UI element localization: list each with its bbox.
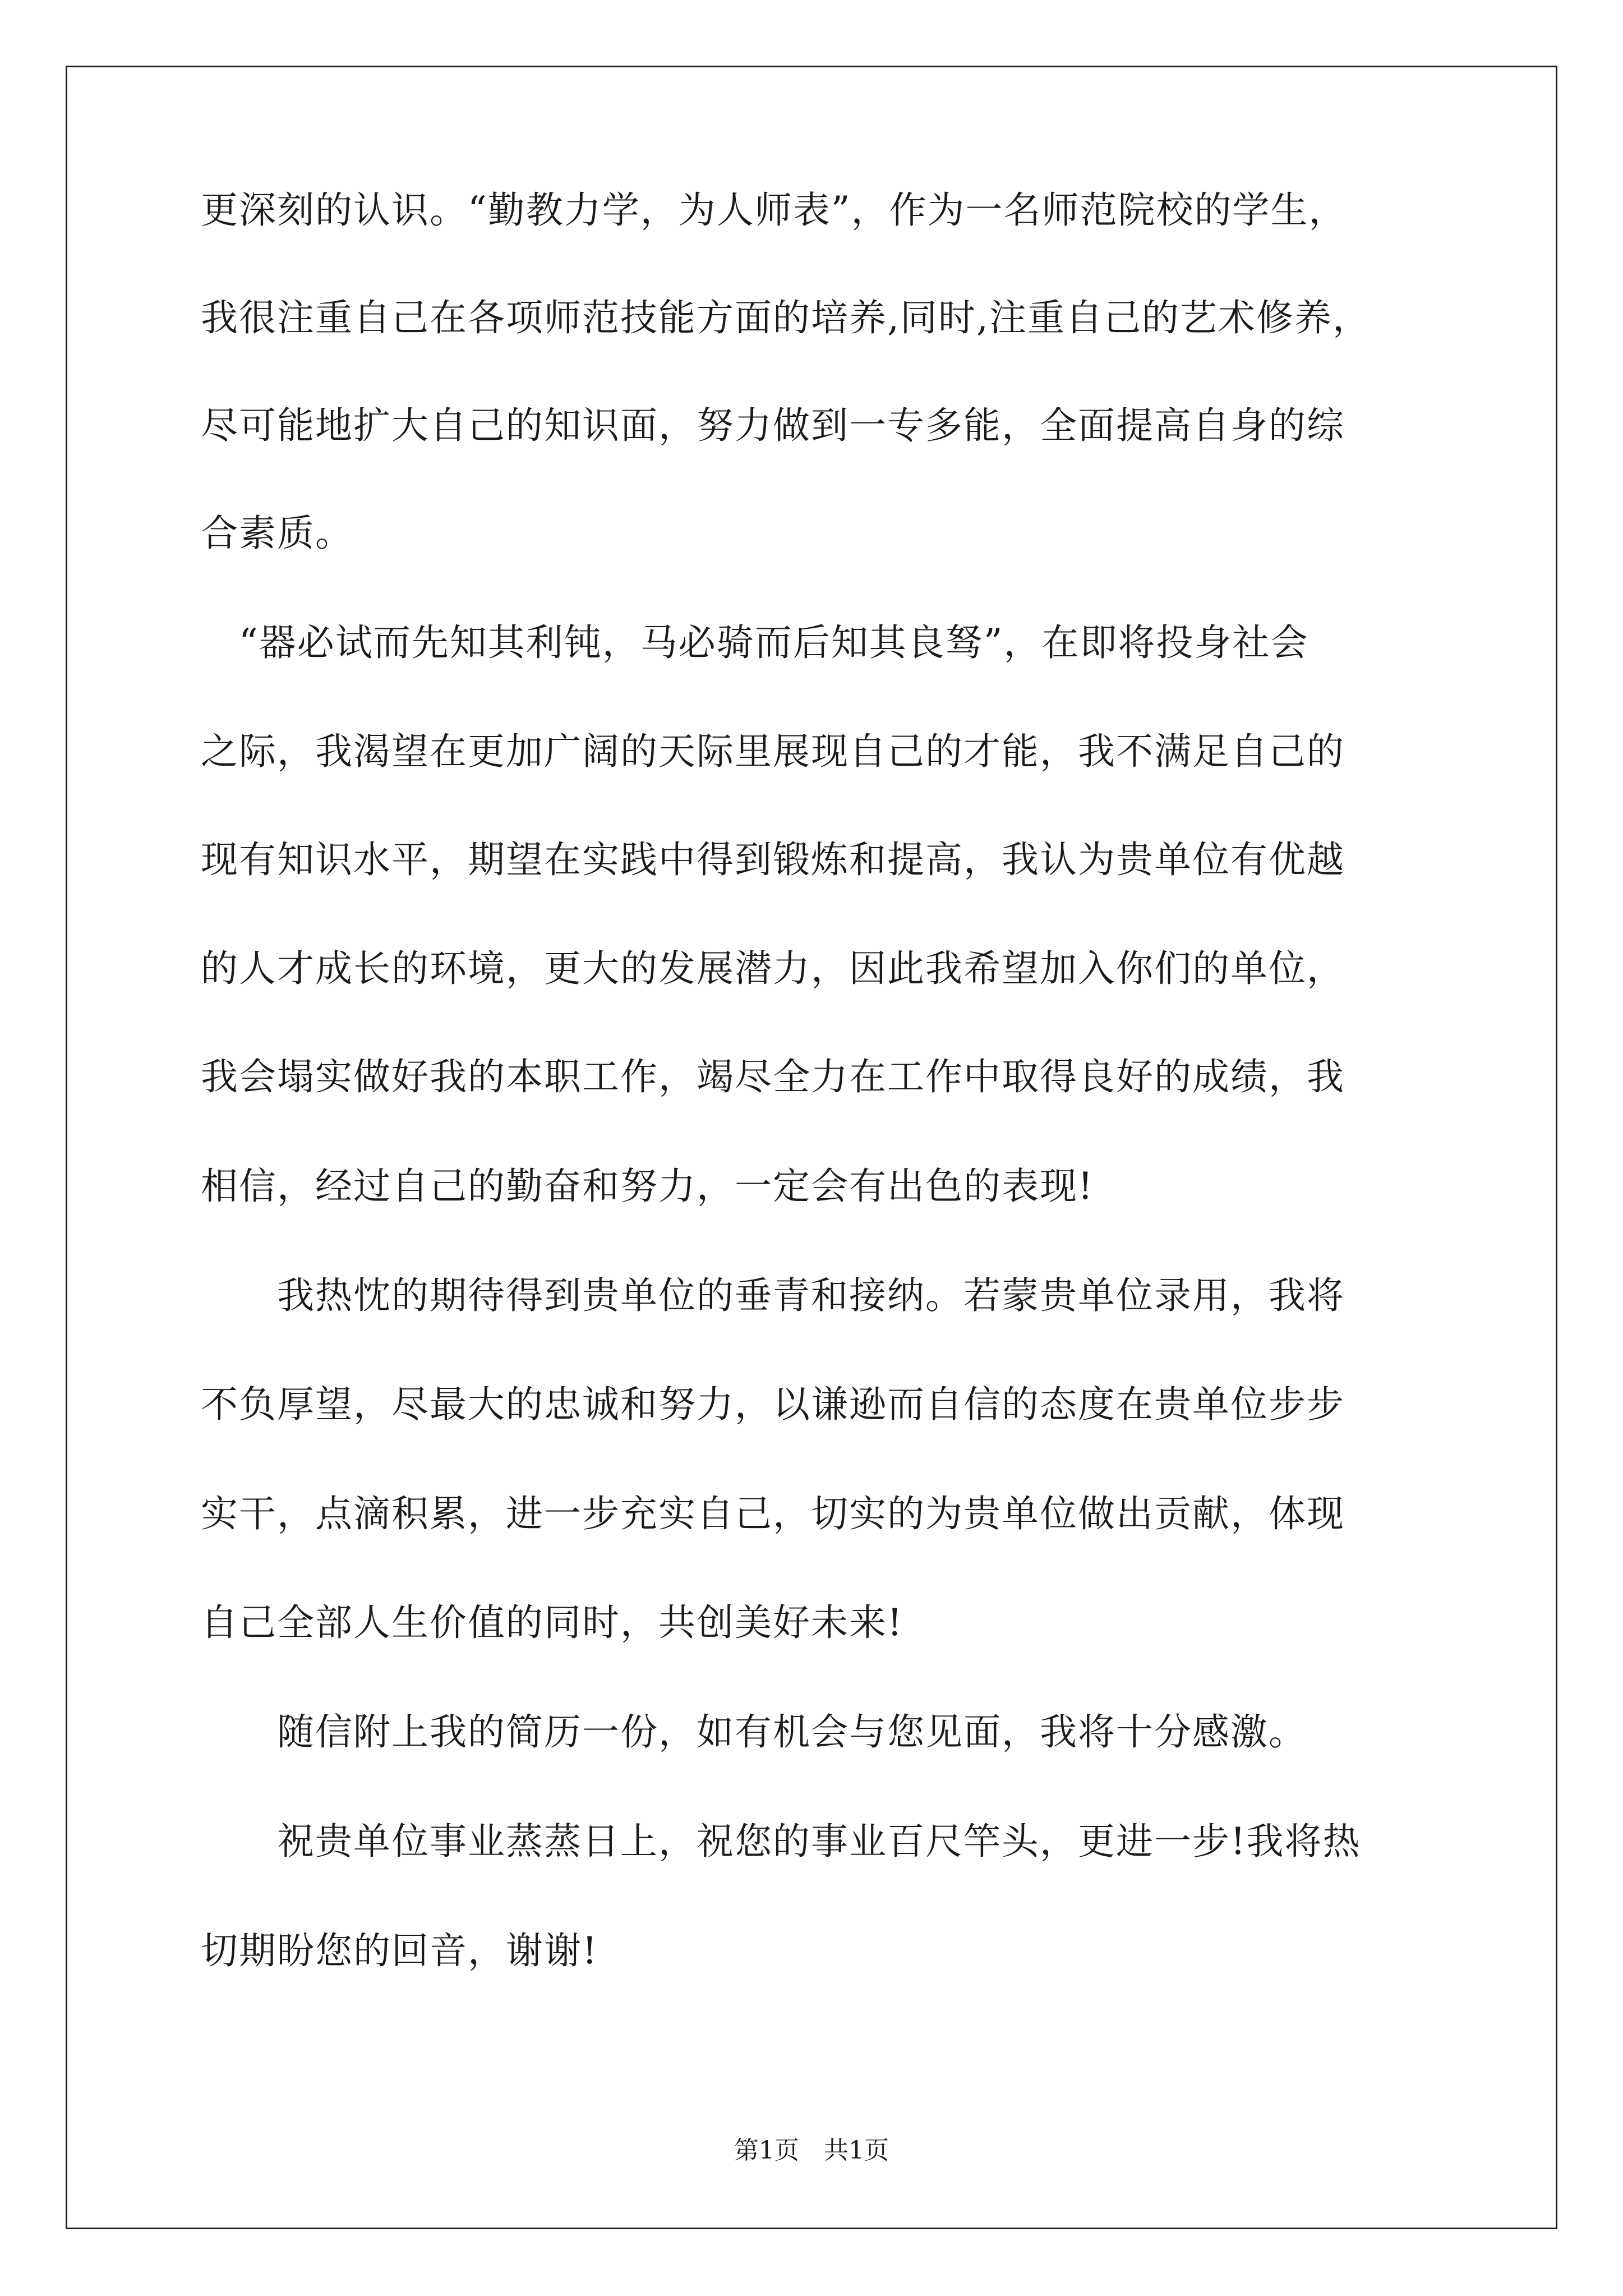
body-line-4: 合素质。 (201, 512, 353, 555)
body-line-3: 尽可能地扩大自己的知识面，努力做到一专多能，全面提高自身的综 (201, 404, 1345, 447)
body-line-17: 切期盼您的回音，谢谢! (201, 1929, 598, 1972)
body-line-11: 我热忱的期待得到贵单位的垂青和接纳。若蒙贵单位录用，我将 (201, 1274, 1345, 1317)
body-line-16: 祝贵单位事业蒸蒸日上，祝您的事业百尺竿头，更进一步!我将热 (201, 1820, 1361, 1863)
body-line-14: 自己全部人生价值的同时，共创美好未来! (201, 1601, 903, 1644)
page-border (66, 66, 1557, 2229)
body-line-6: 之际，我渴望在更加广阔的天际里展现自己的才能，我不满足自己的 (201, 730, 1345, 773)
body-line-2: 我很注重自己在各项师范技能方面的培养,同时,注重自己的艺术修养， (201, 296, 1371, 339)
body-line-8: 的人才成长的环境，更大的发展潜力，因此我希望加入你们的单位， (201, 947, 1345, 990)
body-line-7: 现有知识水平，期望在实践中得到锻炼和提高，我认为贵单位有优越 (201, 838, 1345, 881)
body-line-10: 相信，经过自己的勤奋和努力，一定会有出色的表现! (201, 1165, 1094, 1208)
body-line-15: 随信附上我的简历一份，如有机会与您见面，我将十分感激。 (201, 1710, 1307, 1754)
page-number: 第1页 共1页 (734, 2136, 889, 2165)
body-line-9: 我会塌实做好我的本职工作，竭尽全力在工作中取得良好的成绩，我 (201, 1055, 1345, 1098)
body-line-1: 更深刻的认识。“勤教力学，为人师表”，作为一名师范院校的学生， (201, 188, 1347, 232)
body-line-12: 不负厚望，尽最大的忠诚和努力，以谦逊而自信的态度在贵单位步步 (201, 1383, 1345, 1426)
body-line-13: 实干，点滴积累，进一步充实自己，切实的为贵单位做出贡献，体现 (201, 1492, 1345, 1535)
body-line-5: “器必试而先知其利钝，马必骑而后知其良驽”，在即将投身社会 (201, 621, 1309, 664)
